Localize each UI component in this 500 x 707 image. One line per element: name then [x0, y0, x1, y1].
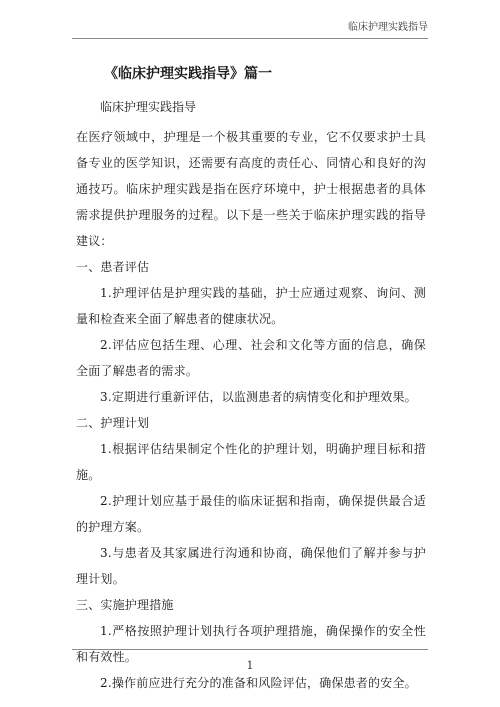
page-number: 1 — [246, 659, 254, 672]
page-footer — [72, 649, 428, 673]
section-heading-assessment: 一、患者评估 — [76, 260, 150, 274]
page-header — [72, 14, 428, 39]
document-title: 《临床护理实践指导》篇一 — [104, 66, 272, 82]
list-item: 1.严格按照护理计划执行各项护理措施，确保操作的安全性和有效性。 — [76, 624, 426, 664]
intro-paragraph: 在医疗领域中，护理是一个极其重要的专业，它不仅要求护士具备专业的医学知识，还需要有高度的责任心、同情心和良好的沟通技巧。临床护理实践是指在医疗环境中，护士根据患者的具体需求提供护理服务的过程。以下是一些关于临床护理实践的指导建议： — [76, 130, 426, 248]
document-body — [76, 62, 426, 696]
list-item: 1.护理评估是护理实践的基础，护士应通过观察、询问、测量和检查来全面了解患者的健康状况。 — [76, 286, 426, 326]
list-item: 2.护理计划应基于最佳的临床证据和指南，确保提供最合适的护理方案。 — [76, 494, 426, 534]
list-item: 1.根据评估结果制定个性化的护理计划，明确护理目标和措施。 — [76, 442, 426, 482]
list-item: 2.操作前应进行充分的准备和风险评估，确保患者的安全。 — [100, 676, 417, 690]
section-heading-implementation: 三、实施护理措施 — [76, 598, 174, 612]
list-item: 3.定期进行重新评估，以监测患者的病情变化和护理效果。 — [100, 390, 417, 404]
section-heading-care-plan: 二、护理计划 — [76, 416, 150, 430]
document-subtitle: 临床护理实践指导 — [100, 100, 197, 114]
list-item: 3.与患者及其家属进行沟通和协商，确保他们了解并参与护理计划。 — [76, 546, 426, 586]
list-item: 2.评估应包括生理、心理、社会和文化等方面的信息，确保全面了解患者的需求。 — [76, 338, 426, 378]
header-title: 临床护理实践指导 — [348, 22, 428, 33]
